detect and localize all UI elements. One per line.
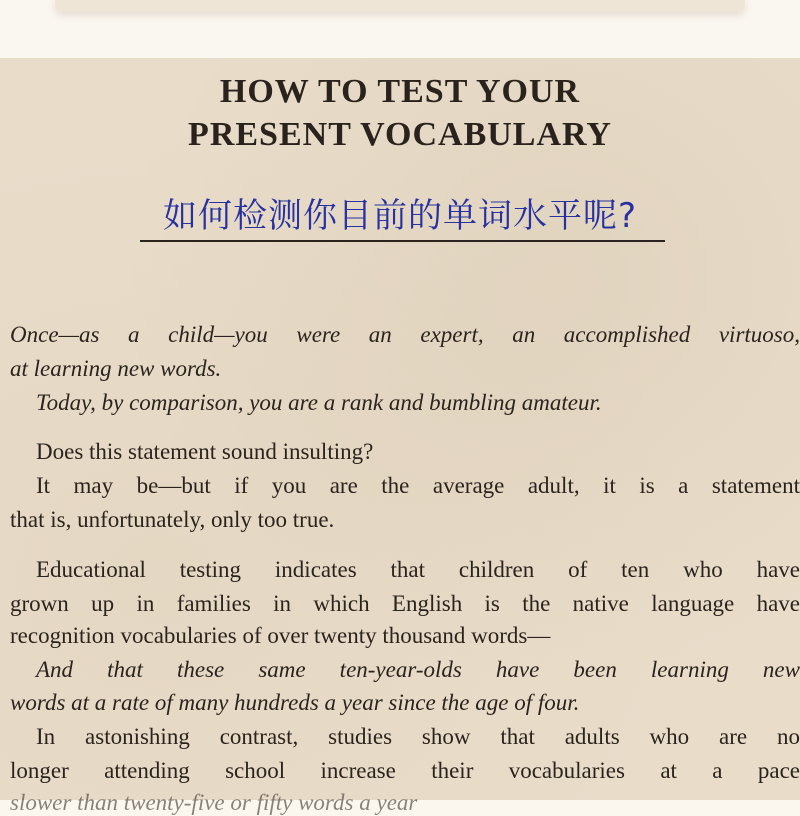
body-line: Educational testing indicates that children of ten who have [36,557,800,582]
body-line: In astonishing contrast, studies show that adults who are no [36,724,800,749]
body-line: grown up in families in which English is the native language have [10,591,800,616]
chinese-subtitle: 如何检测你目前的单词水平呢? [162,196,638,236]
body-line: recognition vocabularies of over twenty thousand words— [10,623,551,648]
previous-page-edge [55,0,745,12]
page-title-line-1: HOW TO TEST YOUR [219,73,581,110]
title-underline [140,240,665,242]
body-line: Once—as a child—you were an expert, an accomplished virtuoso, [10,322,800,347]
page-title-line-2: PRESENT VOCABULARY [188,116,612,153]
body-line-cut-off: slower than twenty-five or fifty words a year [10,790,418,815]
body-line: Does this statement sound insulting? [36,439,374,464]
book-page [0,58,800,815]
body-line: at learning new words. [10,356,222,381]
body-line: It may be—but if you are the average adult, it is a statement [36,473,800,498]
top-margin [0,0,800,58]
body-line: words at a rate of many hundreds a year since the age of four. [10,690,580,715]
body-line: longer attending school increase their vocabularies at a pace [10,758,800,783]
body-line: Today, by comparison, you are a rank and bumbling amateur. [36,390,602,415]
body-line: that is, unfortunately, only too true. [10,507,335,532]
body-line: And that these same ten-year-olds have been learning new [36,657,800,682]
